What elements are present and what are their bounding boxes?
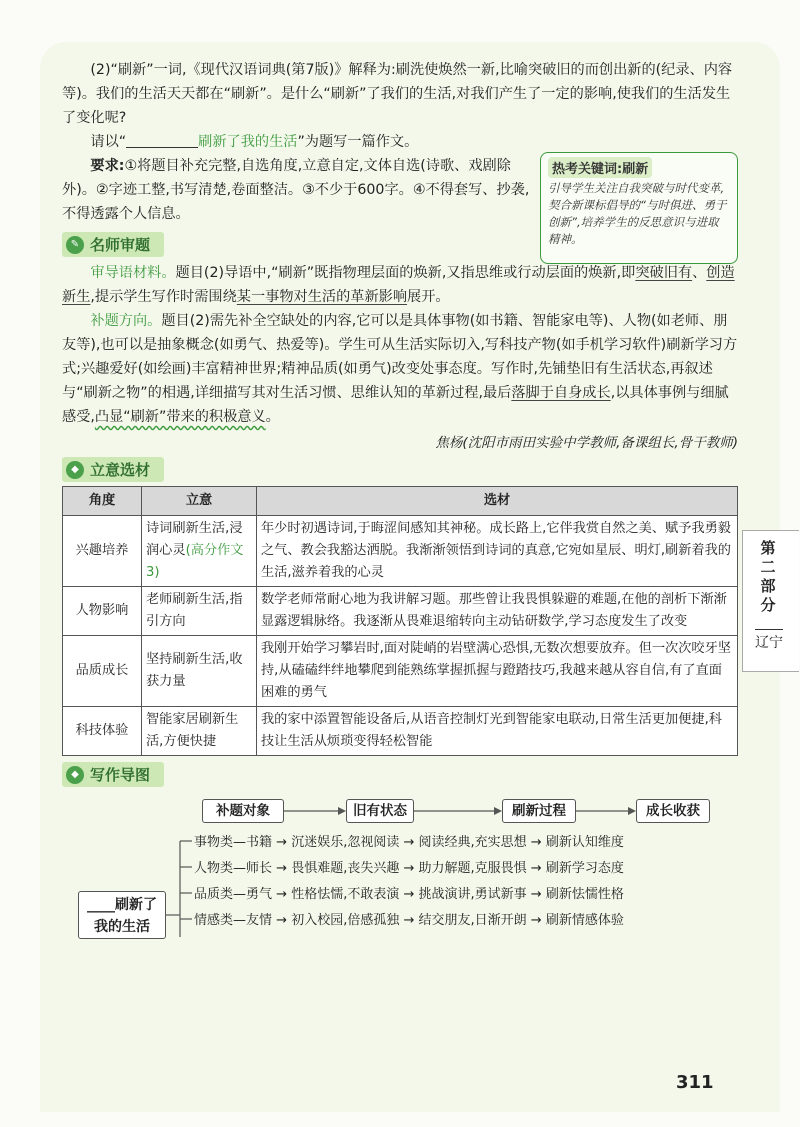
section-title-mindmap bbox=[62, 762, 164, 787]
root-blank: ____ bbox=[87, 897, 115, 913]
review-label-1: 审导语材料。 bbox=[90, 265, 176, 281]
hot-keyword-box bbox=[540, 152, 738, 264]
prompt-title-pre: 请以“ bbox=[90, 134, 127, 150]
cell-angle: 品质成长 bbox=[63, 636, 142, 707]
row-process: 助力解题,克服畏惧 bbox=[418, 861, 527, 876]
table-header-idea: 立意 bbox=[142, 487, 257, 516]
row-gain: 刷新学习态度 bbox=[545, 861, 624, 876]
main-content bbox=[62, 58, 738, 967]
cell-idea: 智能家居刷新生活,方便快捷 bbox=[142, 707, 257, 756]
underlined-text: 突破旧有 bbox=[635, 265, 693, 281]
side-tab-region: 辽宁 bbox=[755, 629, 783, 652]
section-title-review bbox=[62, 232, 164, 257]
topic-table bbox=[62, 486, 738, 756]
four-icon: ◆ bbox=[66, 461, 84, 479]
review-label-2: 补题方向。 bbox=[90, 313, 162, 329]
prompt-title-line bbox=[62, 130, 532, 154]
text-run: 、 bbox=[692, 265, 707, 281]
table-row bbox=[63, 707, 738, 756]
row-old-state: 性格怯懦,不敢表演 bbox=[291, 887, 400, 902]
row-object: 品质类—勇气 bbox=[194, 887, 273, 902]
page-number: 311 bbox=[676, 1072, 714, 1093]
underlined-text: 创造新生 bbox=[62, 265, 735, 305]
mindmap-header-object: 补题对象 bbox=[202, 799, 284, 823]
row-old-state: 初入校园,倍感孤独 bbox=[291, 913, 400, 928]
requirements-text: ①将题目补充完整,自选角度,立意自定,文体自选(诗歌、戏剧除外)。②字迹工整,书写清楚,卷面整洁。③不少于600字。④不得套写、抄袭,不得透露个人信息。 bbox=[62, 158, 530, 222]
cell-material: 数学老师常耐心地为我讲解习题。那些曾让我畏惧躲避的难题,在他的剖析下渐渐显露逻辑脉络。我逐渐从畏难退缩转向主动钻研数学,学习态度发生了改变 bbox=[257, 587, 738, 636]
root-line-2: 我的生活 bbox=[94, 919, 150, 935]
cell-angle: 兴趣培养 bbox=[63, 516, 142, 587]
cell-idea bbox=[142, 516, 257, 587]
prompt-paragraph: (2)“刷新”一词,《现代汉语词典(第7版)》解释为:刷洗使焕然一新,比喻突破旧的而创出新的(纪录、内容等)。我们的生活天天都在“刷新”。是什么“刷新”了我们的生活,对我们产生了一定的影响,使我们的生活发生了变化呢? bbox=[62, 62, 733, 126]
section-title-text: 写作导图 bbox=[90, 766, 151, 784]
mindmap-header-gain: 成长收获 bbox=[636, 799, 710, 823]
underlined-text: 某一事物对生活的革新影响 bbox=[236, 289, 408, 305]
row-process: 结交朋友,日渐开朗 bbox=[418, 913, 527, 928]
side-tab bbox=[742, 530, 799, 672]
row-gain: 刷新情感体验 bbox=[545, 913, 624, 928]
mindmap-row: 品质类—勇气 → 性格怯懦,不敢表演 → 挑战演讲,勇试新事 → 刷新怯懦性格 bbox=[194, 887, 624, 902]
title-blank bbox=[126, 133, 198, 148]
mindmap-root bbox=[78, 891, 166, 939]
text-run: 题目(2)需先补全空缺处的内容,它可以是具体事物(如书籍、智能家电等)、人物(如老师、朋友等),也可以是抽象概念(如勇气、热爱等)。学生可从生活实际切入,写科技产物(如手机学习软件)刷新学习方式;兴趣爱好(如绘画)丰富精神世界;精神品质(如勇气)改变处事态度。写作时,先铺垫旧有生活状态,再叙述与“刷新之物”的相遇,详细描写其对生活习惯、思维认知的革新过程,最后 bbox=[62, 313, 738, 401]
row-process: 挑战演讲,勇试新事 bbox=[418, 887, 527, 902]
prompt-title-post: ”为题写一篇作文。 bbox=[297, 134, 419, 150]
five-icon: ◆ bbox=[66, 766, 84, 784]
table-header-row bbox=[63, 487, 738, 516]
root-text-1: 刷新了 bbox=[115, 897, 157, 913]
cell-material: 我刚开始学习攀岩时,面对陡峭的岩壁满心恐惧,无数次想要放弃。但一次次咬牙坚持,从磕磕绊绊地攀爬到能熟练掌握抓握与蹬踏技巧,我越来越从容自信,有了直面困难的勇气 bbox=[257, 636, 738, 707]
requirements-label: 要求: bbox=[90, 158, 125, 174]
mindmap-row: 人物类—师长 → 畏惧难题,丧失兴趣 → 助力解题,克服畏惧 → 刷新学习态度 bbox=[194, 861, 624, 876]
table-header-material: 选材 bbox=[257, 487, 738, 516]
underlined-text: 落脚于自身成长 bbox=[511, 385, 611, 401]
wavy-underlined-text: 凸显“刷新”带来的积极意义 bbox=[94, 409, 266, 425]
mindmap-header-old-state: 旧有状态 bbox=[346, 799, 414, 823]
cell-angle: 科技体验 bbox=[63, 707, 142, 756]
side-tab-part: 第二部分 bbox=[760, 539, 776, 614]
row-object: 事物类—书籍 bbox=[194, 835, 273, 850]
text-run: ,提示学生写作时需围绕 bbox=[90, 289, 237, 305]
mindmap-header-process: 刷新过程 bbox=[502, 799, 576, 823]
review-paragraph-2 bbox=[62, 309, 738, 429]
cell-material: 我的家中添置智能设备后,从语音控制灯光到智能家电联动,日常生活更加便捷,科技让生活从烦琐变得轻松智能 bbox=[257, 707, 738, 756]
teacher-signature: 焦杨(沈阳市雨田实验中学教师,备课组长,骨干教师) bbox=[435, 435, 738, 451]
table-header-angle: 角度 bbox=[63, 487, 142, 516]
prompt-title-text: 刷新了我的生活 bbox=[198, 134, 298, 150]
text-run: 展开。 bbox=[407, 289, 450, 305]
section-title-text: 立意选材 bbox=[90, 461, 151, 479]
writing-mindmap bbox=[62, 797, 738, 967]
row-process: 阅读经典,充实思想 bbox=[418, 835, 527, 850]
table-row bbox=[63, 636, 738, 707]
section-title-text: 名师审题 bbox=[90, 236, 151, 254]
idea-text: 诗词刷新生活,浸润心灵 bbox=[146, 521, 243, 558]
cell-angle: 人物影响 bbox=[63, 587, 142, 636]
mindmap-row: 情感类—友情 → 初入校园,倍感孤独 → 结交朋友,日渐开朗 → 刷新情感体验 bbox=[194, 913, 624, 928]
row-gain: 刷新认知维度 bbox=[545, 835, 624, 850]
hot-keyword-body: 引导学生关注自我突破与时代变革,契合新课标倡导的“与时俱进、勇于创新”,培养学生的反思意识与进取精神。 bbox=[548, 181, 727, 246]
book-icon: ✎ bbox=[66, 236, 84, 254]
text-run: 题目(2)导语中,“刷新”既指物理层面的焕新,又指思维或行动层面的焕新,即 bbox=[175, 265, 636, 281]
cell-material: 年少时初遇诗词,于晦涩间感知其神秘。成长路上,它伴我赏自然之美、赋予我勇毅之气、教会我豁达洒脱。我渐渐领悟到诗词的真意,它宛如星辰、明灯,刷新着我的生活,滋养着我的心灵 bbox=[257, 516, 738, 587]
prompt-requirements bbox=[62, 154, 532, 226]
row-gain: 刷新怯懦性格 bbox=[545, 887, 624, 902]
row-object: 人物类—师长 bbox=[194, 861, 273, 876]
cell-idea: 坚持刷新生活,收获力量 bbox=[142, 636, 257, 707]
root-line-1 bbox=[79, 894, 165, 916]
cell-idea: 老师刷新生活,指引方向 bbox=[142, 587, 257, 636]
review-paragraph-1 bbox=[62, 261, 738, 309]
row-object: 情感类—友情 bbox=[194, 913, 273, 928]
table-row bbox=[63, 587, 738, 636]
table-row bbox=[63, 516, 738, 587]
section-title-topics bbox=[62, 457, 164, 482]
text-run: 。 bbox=[265, 409, 280, 425]
hot-keyword-title: 热考关键词:刷新 bbox=[548, 157, 652, 178]
mindmap-row: 事物类—书籍 → 沉迷娱乐,忽视阅读 → 阅读经典,充实思想 → 刷新认知维度 bbox=[194, 835, 624, 850]
row-old-state: 沉迷娱乐,忽视阅读 bbox=[291, 835, 400, 850]
text-run: ,以具体事例与细腻感受, bbox=[62, 385, 729, 425]
idea-note: (高分作文3) bbox=[146, 543, 244, 580]
row-old-state: 畏惧难题,丧失兴趣 bbox=[291, 861, 400, 876]
